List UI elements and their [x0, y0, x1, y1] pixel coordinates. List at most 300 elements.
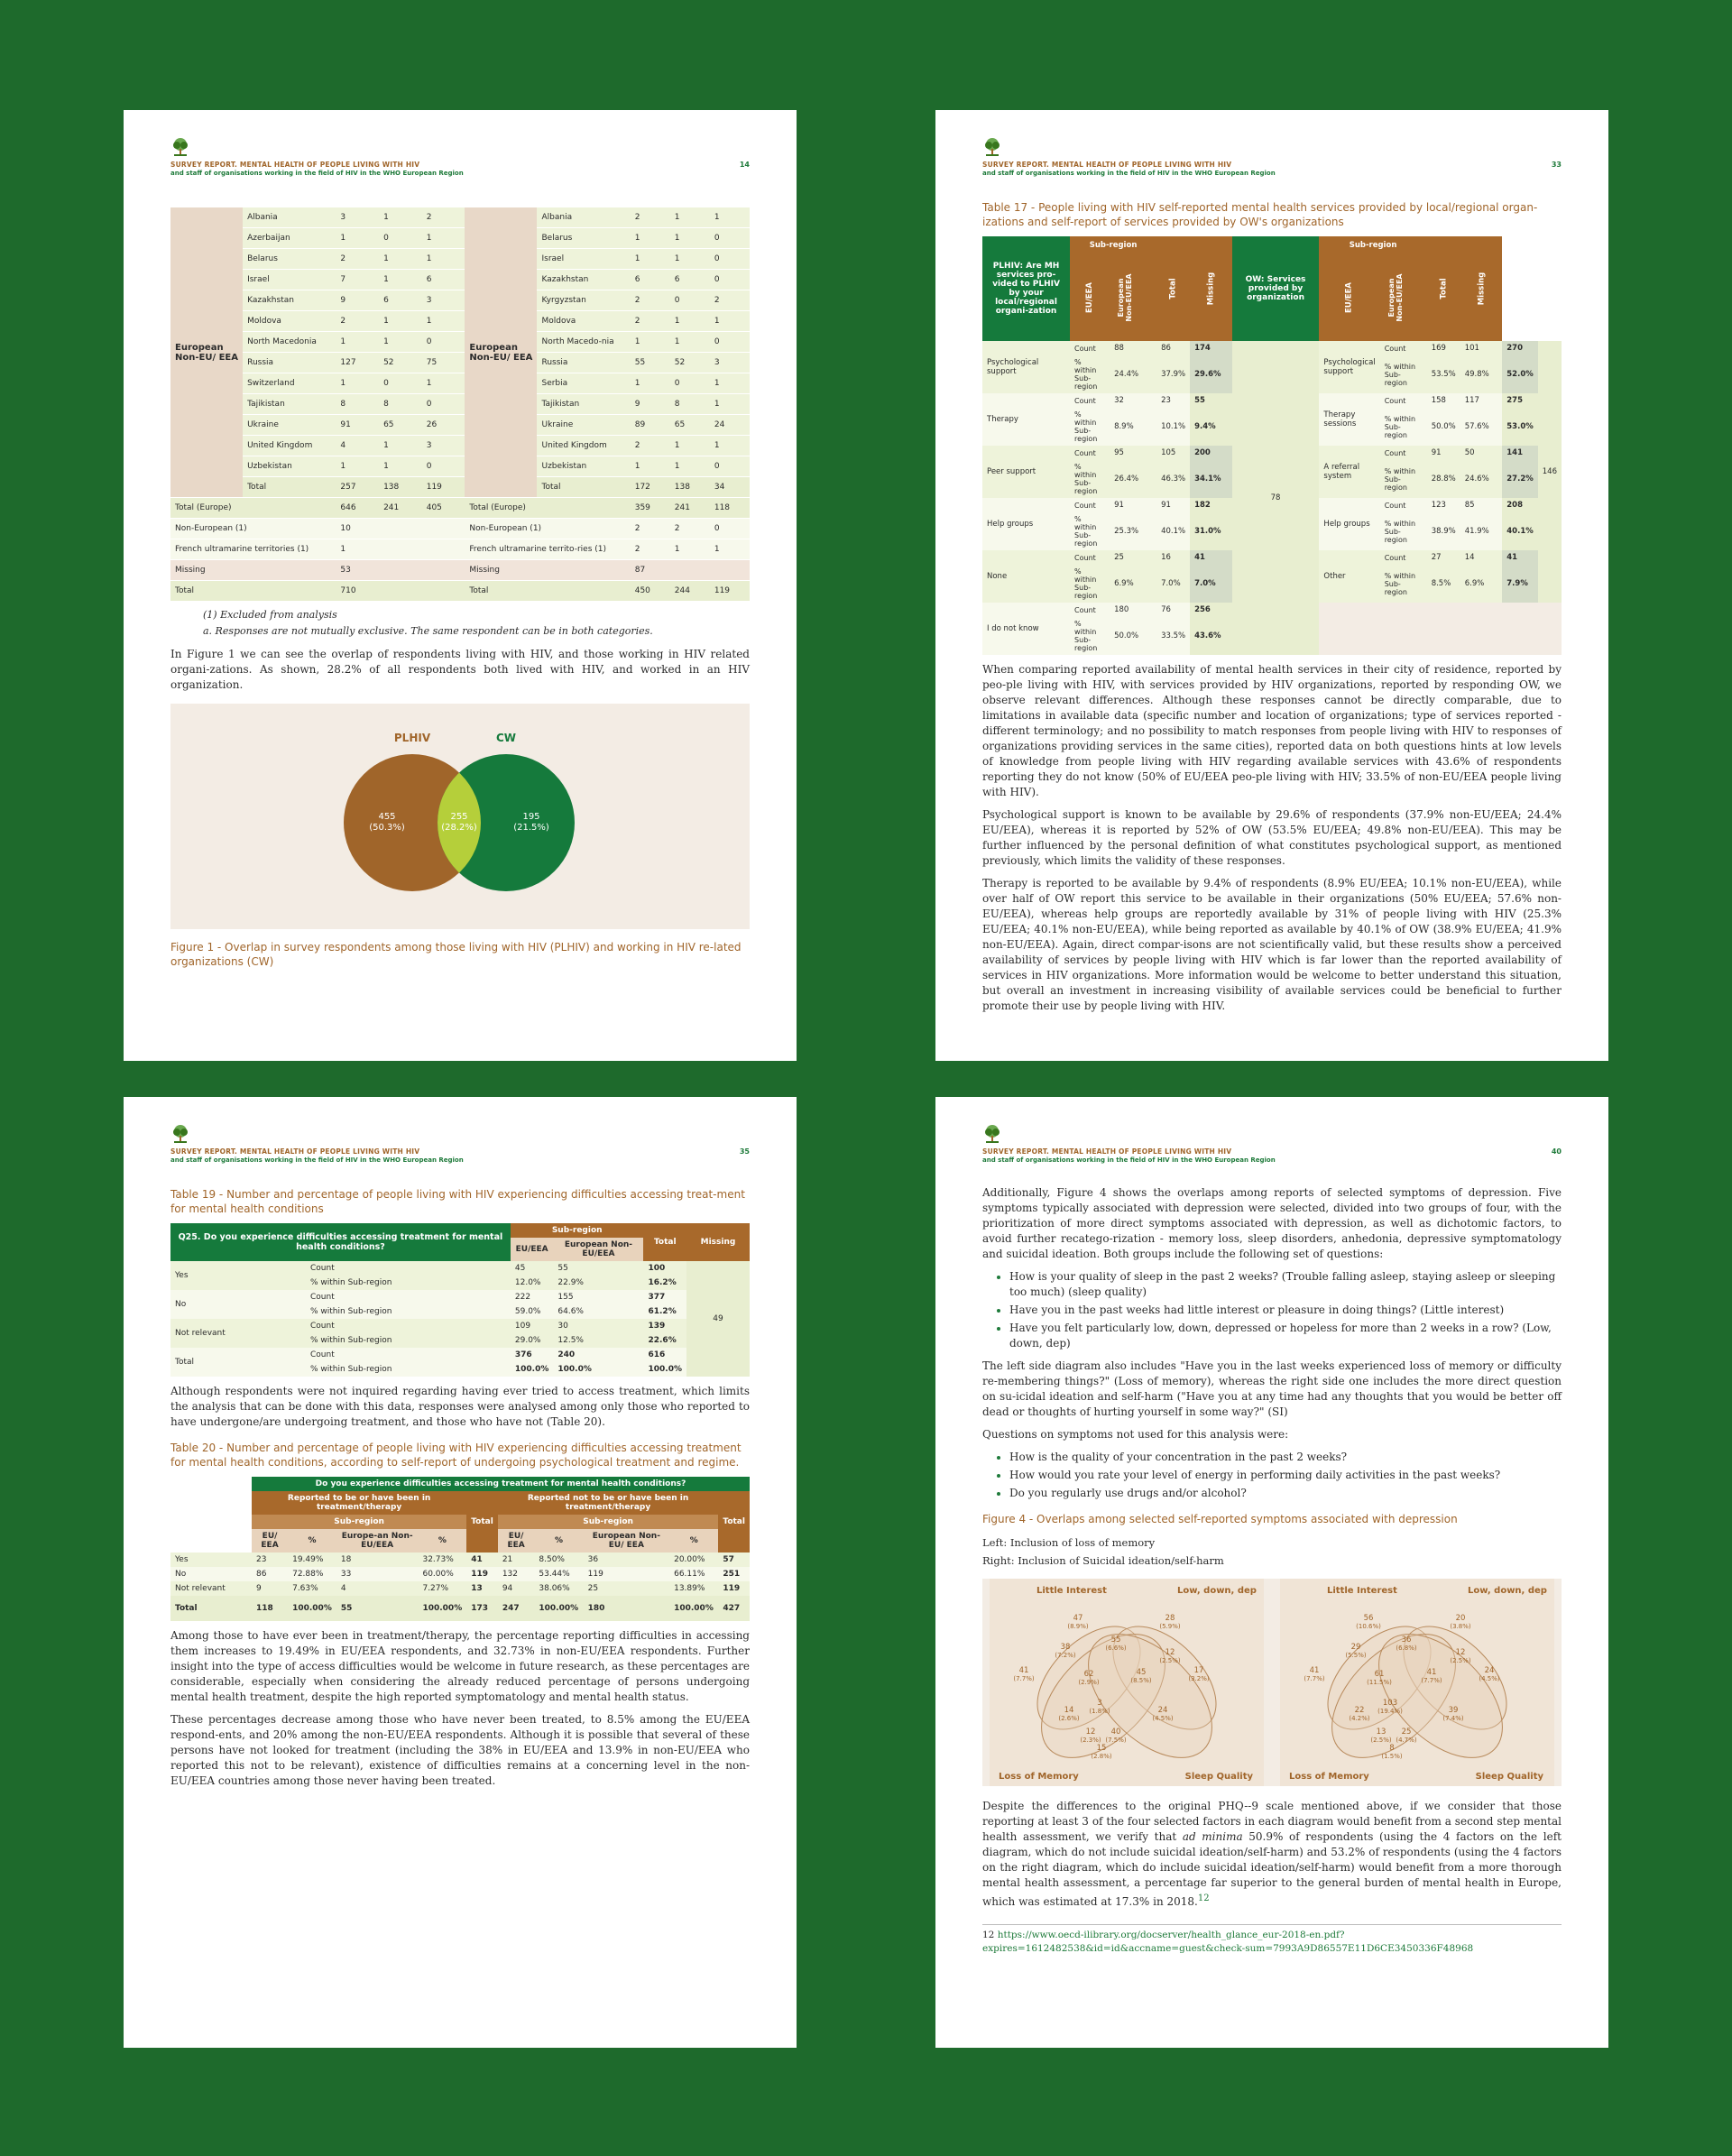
table-cell: Count: [306, 1348, 511, 1362]
t17-missing-left: Missing: [1190, 236, 1232, 341]
table-cell: 4: [336, 1581, 419, 1596]
table-cell: 0: [670, 373, 710, 394]
table-cell: 123: [1427, 498, 1460, 512]
table-cell: 1: [422, 228, 465, 249]
table-cell: 222: [511, 1290, 554, 1304]
t19-sub-region: Sub-region: [511, 1223, 644, 1238]
venn4-value: 61: [1374, 1670, 1385, 1679]
table-cell: 0: [710, 519, 750, 539]
venn4-value: 17: [1193, 1666, 1204, 1675]
venn4-value: 15: [1096, 1744, 1107, 1753]
table-cell: % within Sub-region: [1380, 408, 1427, 446]
table-cell: 6: [631, 270, 670, 290]
venn4-value: 13: [1376, 1728, 1387, 1737]
venn4-value: 62: [1083, 1670, 1094, 1679]
table-cell: Count: [1070, 603, 1110, 617]
table-cell: 13.89%: [669, 1581, 718, 1596]
t17-missing-right: Missing: [1460, 236, 1503, 341]
venn4-pct: (2.8%): [1091, 1753, 1112, 1760]
table-cell: Count: [1070, 341, 1110, 355]
table-cell: 1: [379, 311, 422, 332]
table-cell: 22.6%: [643, 1333, 686, 1348]
table-cell: 32.73%: [418, 1553, 466, 1567]
table-cell: 91: [1427, 446, 1460, 460]
table-cell: [422, 581, 465, 602]
table-cell: Not relevant: [170, 1581, 252, 1596]
table-cell: 6.9%: [1460, 565, 1503, 603]
table-cell: 119: [584, 1567, 669, 1581]
venn4-label: Little Interest: [1327, 1586, 1397, 1596]
table-cell: 1: [670, 249, 710, 270]
table-cell: Total (Europe): [170, 498, 336, 519]
venn4-value: 39: [1448, 1706, 1459, 1715]
table-cell: Tajikistan: [243, 394, 336, 415]
venn4-value: 47: [1073, 1614, 1083, 1623]
p3-para3: These percentages decrease among those who have never been treated, to 8.5% among the EU/EEA respond-ents, and 20% among the non-EU/EEA respondents. Although it is possible that several of these persons have not looked for treatment (including the 38% in EU/EEA and 13.9% in non-EU/EEA who reported this not to be relevant), existence of difficulties remains at a concerning level in the non-EU/EEA countries among those never having been treated.: [170, 1713, 750, 1787]
table-cell: 86: [252, 1567, 288, 1581]
table-row: [170, 311, 750, 332]
table-cell: [710, 560, 750, 581]
table-cell: Israel: [537, 249, 630, 270]
p2-para3: Therapy is reported to be available by 9.4% of respondents (8.9% EU/EEA; 10.1% non-EU/EEA), while over half of OW report this service to be available in their organizations (50% EU/EEA; 57.6% non-EU/EEA), whereas help groups are reportedly available by 31% of people living with HIV (25.3% EU/EEA; 40.1% non-EU/EEA), while being reported as available by 40.1% of OW (38.9% EU/EEA; 41.9% non-EU/EEA). Again, direct compar-isons are not scientifically valid, but these results show a perceived availability of services by people living with HIV which is far lower than the reported availability of services in HIV organizations. More information would be welcome to better understand this situation, but overall an investment in increasing visibility of available services could be beneficial to further promote their use by people living with HIV.: [982, 877, 1562, 1012]
table-cell: 22.9%: [553, 1276, 643, 1290]
table-cell: 33.5%: [1156, 617, 1190, 655]
table17: [982, 236, 1562, 655]
table-cell: 52.0%: [1502, 355, 1538, 393]
list-item: • How would you rate your level of energy in performing daily activities in the past weeks?: [1009, 1468, 1562, 1483]
table-cell: 1: [670, 228, 710, 249]
table-cell: 119: [710, 581, 750, 602]
table-cell: 9.4%: [1190, 408, 1232, 446]
table-cell: 174: [1190, 341, 1232, 355]
page-40: [935, 1097, 1608, 2048]
page-number: 33: [1551, 161, 1562, 169]
table-cell: Albania: [537, 207, 630, 228]
t17-sub-region-right: Sub-region: [1319, 236, 1426, 254]
venn4-value: 24: [1484, 1666, 1495, 1675]
country-table: [170, 207, 750, 602]
table-cell: 60.00%: [418, 1567, 466, 1581]
table-cell: 13: [466, 1581, 498, 1596]
table-cell: 119: [466, 1567, 498, 1581]
table-cell: % within Sub-region: [306, 1362, 511, 1377]
table-cell: 32: [1110, 393, 1156, 408]
table-cell: Uzbekistan: [243, 456, 336, 477]
table-cell: 64.6%: [553, 1304, 643, 1319]
table-cell: Total: [465, 581, 630, 602]
table-cell: 1: [710, 373, 750, 394]
table-cell: 50.0%: [1110, 617, 1156, 655]
venn4-value: 20: [1455, 1614, 1466, 1623]
table-cell: 105: [1156, 446, 1190, 460]
table-cell: 138: [670, 477, 710, 498]
table-cell: 1: [710, 436, 750, 456]
list-item: • How is your quality of sleep in the past 2 weeks? (Trouble falling asleep, staying asleep or sleeping too much) (sleep quality): [1009, 1269, 1562, 1300]
table-cell: 55: [553, 1261, 643, 1276]
table-cell: % within Sub-region: [1070, 408, 1110, 446]
table-cell: Russia: [243, 353, 336, 373]
note-excluded: (1) Excluded from analysis: [203, 609, 337, 621]
table-cell: Switzerland: [243, 373, 336, 394]
table-cell: 2: [422, 207, 465, 228]
table-cell: % within Sub-region: [1380, 565, 1427, 603]
venn4-value: 3: [1097, 1699, 1102, 1708]
table-cell: Count: [1380, 446, 1427, 460]
table-row: [170, 581, 750, 602]
table-cell: 257: [336, 477, 379, 498]
header-subtitle: and staff of organisations working in the field of HIV in the WHO European Region: [982, 1156, 1276, 1164]
table-row: [170, 539, 750, 560]
table-cell: 31.0%: [1190, 512, 1232, 550]
table-cell: 29.0%: [511, 1333, 554, 1348]
table-cell: 244: [670, 581, 710, 602]
table-cell: 50.0%: [1427, 408, 1460, 446]
left-inclusion: Left: Inclusion of loss of memory: [982, 1536, 1156, 1549]
table-cell: 1: [336, 332, 379, 353]
table-cell: Missing: [465, 560, 630, 581]
venn4-pct: (1.8%): [1089, 1708, 1110, 1715]
table-cell: French ultramarine territories (1): [170, 539, 336, 560]
table-cell: 100: [643, 1261, 686, 1276]
table-cell: 1: [631, 373, 670, 394]
table-cell: 710: [336, 581, 379, 602]
table-cell: % within Sub-region: [1380, 355, 1427, 393]
table-cell: Count: [1380, 550, 1427, 565]
table-row: [170, 207, 750, 228]
t17-left-head: PLHIV: Are MH services pro-vided to PLHIV by your local/regional organi-zation: [982, 236, 1070, 341]
table-cell: 2: [631, 311, 670, 332]
venn4-left: [990, 1579, 1264, 1786]
table-cell: 141: [1502, 446, 1538, 460]
table-cell: 76: [1156, 603, 1190, 617]
footnote-link[interactable]: https://www.oecd-ilibrary.org/docserver/health_glance_eur-2018-en.pdf?expires=1612482538&id=id&accname=guest&check-sum=7993A9D86557E11D6CE3450336F48968: [982, 1930, 1474, 1954]
table-cell: 2: [631, 519, 670, 539]
table-cell: % within Sub-region: [306, 1276, 511, 1290]
page-header: [170, 1124, 750, 1169]
table-cell: 7.27%: [418, 1581, 466, 1596]
table-row: [170, 249, 750, 270]
table17-caption: Table 17 - People living with HIV self-reported mental health services provided by local/regional organ-izations and self-report of services provided by OW's organizations: [982, 201, 1538, 228]
table-cell: Ukraine: [537, 415, 630, 436]
table-cell: 0: [670, 290, 710, 311]
table-cell: 100.0%: [643, 1362, 686, 1377]
t17-sub-region-left: Sub-region: [1070, 236, 1156, 254]
table-row: [170, 560, 750, 581]
table-cell: 8: [336, 394, 379, 415]
table-cell: 40.1%: [1502, 512, 1538, 550]
venn4-label: Little Interest: [1036, 1586, 1107, 1596]
table-cell: No: [170, 1290, 306, 1319]
table-cell: 173: [466, 1596, 498, 1621]
table-cell: 376: [511, 1348, 554, 1362]
table-cell: 2: [670, 519, 710, 539]
table-cell: 8.9%: [1110, 408, 1156, 446]
t20-pct-l1: %: [288, 1529, 336, 1553]
table-cell: 7.63%: [288, 1581, 336, 1596]
table-cell: European Non-EU/ EEA: [170, 207, 243, 498]
t17-row-label: I do not know: [982, 603, 1070, 655]
venn4-value: 41: [1426, 1668, 1437, 1677]
venn4-pct: (4.2%): [1349, 1715, 1370, 1722]
table-cell: 86: [1156, 341, 1190, 355]
table-row: [170, 373, 750, 394]
note-mutually-exclusive: a. Responses are not mutually exclusive. The same respondent can be in both categories.: [203, 625, 653, 637]
p4-para3: Questions on symptoms not used for this analysis were:: [982, 1428, 1289, 1441]
page-number: 14: [739, 161, 750, 169]
venn4-label: Low, down, dep: [1468, 1586, 1547, 1596]
venn4-pct: (7.7%): [1421, 1677, 1442, 1684]
table-cell: 450: [631, 581, 670, 602]
venn4-value: 14: [1064, 1706, 1074, 1715]
venn4-label: Sleep Quality: [1184, 1772, 1253, 1782]
list-item: • How is the quality of your concentration in the past 2 weeks?: [1009, 1450, 1562, 1465]
table-cell: 100.00%: [418, 1596, 466, 1621]
table-cell: 55: [1190, 393, 1232, 408]
table-row: [170, 1581, 750, 1596]
table-cell: 75: [422, 353, 465, 373]
table-cell: 138: [379, 477, 422, 498]
venn4-pct: (7.7%): [1013, 1675, 1035, 1682]
table-cell: 180: [584, 1596, 669, 1621]
header-title: SURVEY REPORT. MENTAL HEALTH OF PEOPLE LIVING WITH HIV: [982, 161, 1232, 169]
table-cell: 270: [1502, 341, 1538, 355]
t20-right-head: Reported not to be or have been in treatment/therapy: [498, 1491, 719, 1515]
table-cell: 1: [379, 207, 422, 228]
t17-row-label: Psychological support: [982, 341, 1070, 393]
table-row: [170, 1290, 750, 1304]
table-cell: 24.4%: [1110, 355, 1156, 393]
venn4-pct: (8.5%): [1130, 1677, 1152, 1684]
table-cell: Count: [306, 1319, 511, 1333]
table-cell: [422, 519, 465, 539]
table-cell: 7.0%: [1156, 565, 1190, 603]
table-cell: 1: [710, 207, 750, 228]
table-cell: 118: [252, 1596, 288, 1621]
table-cell: 6.9%: [1110, 565, 1156, 603]
header-title: SURVEY REPORT. MENTAL HEALTH OF PEOPLE LIVING WITH HIV: [170, 1147, 420, 1156]
table-cell: 26.4%: [1110, 460, 1156, 498]
table-cell: Count: [1380, 498, 1427, 512]
venn4-value: 40: [1110, 1728, 1121, 1737]
table-cell: [422, 539, 465, 560]
table-cell: 251: [718, 1567, 750, 1581]
table-cell: Uzbekistan: [537, 456, 630, 477]
table20-caption: Table 20 - Number and percentage of people living with HIV experiencing difficulties accessing treatment for mental health conditions, according to self-report of undergoing psychological treatment and regime.: [170, 1442, 742, 1469]
table-cell: French ultramarine territo-ries (1): [465, 539, 630, 560]
venn4-value: 12: [1455, 1648, 1466, 1657]
table-cell: 10.1%: [1156, 408, 1190, 446]
t19-eu: EU/EEA: [511, 1238, 554, 1261]
table-cell: 3: [710, 353, 750, 373]
table-cell: [379, 519, 422, 539]
table-cell: 0: [710, 456, 750, 477]
page-14: [124, 110, 797, 1061]
table-cell: 427: [718, 1596, 750, 1621]
venn4-value: 8: [1389, 1744, 1395, 1753]
table-row: [170, 1567, 750, 1581]
table-cell: North Macedo-nia: [537, 332, 630, 353]
venn4-value: 41: [1309, 1666, 1320, 1675]
table-cell: 91: [1156, 498, 1190, 512]
table-row: [170, 1348, 750, 1362]
table-cell: % within Sub-region: [1070, 617, 1110, 655]
page-header: [982, 137, 1562, 182]
figure1-intro: In Figure 1 we can see the overlap of respondents living with HIV, and those working in HIV related organi-zations. As shown, 28.2% of all respondents both lived with HIV, and worked in an HIV organization.: [170, 648, 750, 691]
table-cell: Non-European (1): [170, 519, 336, 539]
table-cell: United Kingdom: [243, 436, 336, 456]
table-cell: 53.0%: [1502, 408, 1538, 446]
table-cell: 1: [336, 539, 379, 560]
table-cell: 139: [643, 1319, 686, 1333]
table-cell: 200: [1190, 446, 1232, 460]
venn4-value: 45: [1136, 1668, 1147, 1677]
table-row: [170, 415, 750, 436]
venn-left-pct: (50.3%): [369, 823, 405, 833]
t17-eu-left: EU/EEA: [1070, 254, 1110, 341]
table-cell: 132: [498, 1567, 535, 1581]
table-cell: 9: [252, 1581, 288, 1596]
table-cell: 25.3%: [1110, 512, 1156, 550]
table-cell: Total: [537, 477, 630, 498]
table-cell: 9: [631, 394, 670, 415]
table-cell: Moldova: [537, 311, 630, 332]
venn4-label: Loss of Memory: [1289, 1772, 1369, 1782]
table-cell: 1: [422, 311, 465, 332]
table-cell: Yes: [170, 1261, 306, 1290]
table-cell: 2: [336, 311, 379, 332]
table-cell: 182: [1190, 498, 1232, 512]
table-cell: 16.2%: [643, 1276, 686, 1290]
table-row: [170, 1553, 750, 1567]
table-cell: Total: [170, 1348, 306, 1377]
venn-label-plhiv: PLHIV: [393, 732, 431, 744]
table-row: [170, 498, 750, 519]
venn-label-cw: CW: [495, 732, 517, 744]
t20-pct-r2: %: [669, 1529, 718, 1553]
table-cell: 25: [584, 1581, 669, 1596]
p4-para1: Additionally, Figure 4 shows the overlaps among reports of selected symptoms of depression. Five symptoms typically associated with depression were selected, divided into two groups of four, with the prioritization of more direct symptoms associated with depression, as well as dichotomic factors, to avoid further recatego-rization - memory loss, sleep disorders, anhedonia, depressive symptomatology and suicidal ideation. Both groups include the following set of questions:: [982, 1186, 1562, 1260]
table-cell: 2: [631, 207, 670, 228]
table-cell: 359: [631, 498, 670, 519]
table-cell: 88: [1110, 341, 1156, 355]
table-cell: Total: [170, 581, 336, 602]
table-cell: 1: [670, 311, 710, 332]
venn4-value: 24: [1157, 1706, 1168, 1715]
t20-eu-l: EU/ EEA: [252, 1529, 288, 1553]
table-cell: 37.9%: [1156, 355, 1190, 393]
table-cell: 127: [336, 353, 379, 373]
table-cell: 7: [336, 270, 379, 290]
t20-noneu-l: Europe-an Non-EU/EEA: [336, 1529, 419, 1553]
table-cell: Azerbaijan: [243, 228, 336, 249]
table-cell: Serbia: [537, 373, 630, 394]
table-cell: 66.11%: [669, 1567, 718, 1581]
table-cell: 169: [1427, 341, 1460, 355]
table-cell: 87: [631, 560, 670, 581]
table-cell: 0: [710, 228, 750, 249]
table-cell: 100.0%: [553, 1362, 643, 1377]
table-cell: 1: [379, 332, 422, 353]
table-cell: 16: [1156, 550, 1190, 565]
table-cell: [379, 539, 422, 560]
table-cell: Not relevant: [170, 1319, 306, 1348]
table-cell: 41: [466, 1553, 498, 1567]
venn4-value: 103: [1382, 1699, 1398, 1708]
venn4-pct: (6.6%): [1105, 1645, 1127, 1652]
table-cell: 1: [670, 332, 710, 353]
tree-logo-icon: [170, 137, 190, 157]
table-cell: 3: [422, 436, 465, 456]
table-cell: 1: [379, 270, 422, 290]
venn4-pct: (19.4%): [1377, 1708, 1403, 1715]
table-cell: 3: [336, 207, 379, 228]
venn4-label: Loss of Memory: [999, 1772, 1079, 1782]
table-cell: 1: [631, 228, 670, 249]
venn4-value: 36: [1401, 1635, 1412, 1645]
table-row: [170, 332, 750, 353]
table-cell: Yes: [170, 1553, 252, 1567]
page-33: [935, 110, 1608, 1061]
table-cell: 57.6%: [1460, 408, 1503, 446]
table-cell: 119: [422, 477, 465, 498]
table-cell: Ukraine: [243, 415, 336, 436]
table-cell: 646: [336, 498, 379, 519]
table-cell: 1: [670, 207, 710, 228]
table-cell: 0: [422, 456, 465, 477]
table-cell: North Macedonia: [243, 332, 336, 353]
venn4-value: 56: [1363, 1614, 1374, 1623]
table-cell: 100.0%: [511, 1362, 554, 1377]
table-cell: Count: [306, 1290, 511, 1304]
venn4-pct: (7.5%): [1105, 1737, 1127, 1744]
table-cell: 1: [379, 456, 422, 477]
t17-right-missing-value: 146: [1538, 341, 1562, 603]
figure4-caption: Figure 4 - Overlaps among selected self-reported symptoms associated with depression: [982, 1513, 1458, 1525]
table-cell: 377: [643, 1290, 686, 1304]
header-title: SURVEY REPORT. MENTAL HEALTH OF PEOPLE LIVING WITH HIV: [170, 161, 420, 169]
table-cell: 1: [379, 436, 422, 456]
table-cell: 23: [252, 1553, 288, 1567]
table-cell: Count: [1380, 393, 1427, 408]
table-cell: % within Sub-region: [1070, 565, 1110, 603]
table-cell: % within Sub-region: [306, 1304, 511, 1319]
t17-row-label: A referral system: [1319, 446, 1379, 498]
venn4-pct: (11.5%): [1367, 1679, 1392, 1686]
t17-right-head: OW: Services provided by organization: [1232, 236, 1320, 341]
venn4-pct: (3.8%): [1450, 1623, 1471, 1630]
table-cell: 23: [1156, 393, 1190, 408]
table-cell: 28.8%: [1427, 460, 1460, 498]
figure4-venns: [982, 1579, 1562, 1786]
table-cell: 155: [553, 1290, 643, 1304]
table-cell: 109: [511, 1319, 554, 1333]
table-cell: 2: [631, 539, 670, 560]
list-item: • Have you felt particularly low, down, depressed or hopeless for more than 2 weeks in a row? (Low, down, dep): [1009, 1321, 1562, 1351]
t19-question: Q25. Do you experience difficulties accessing treatment for mental health conditions?: [170, 1223, 511, 1261]
table-cell: 25: [1110, 550, 1156, 565]
table-cell: 55: [336, 1596, 419, 1621]
table-cell: 119: [718, 1581, 750, 1596]
table-cell: 24.6%: [1460, 460, 1503, 498]
venn4-pct: (2.9%): [1078, 1679, 1100, 1686]
venn4-pct: (2.5%): [1450, 1657, 1471, 1664]
table-row: [170, 456, 750, 477]
venn4-value: 22: [1354, 1706, 1365, 1715]
t19-noneu: European Non-EU/EEA: [553, 1238, 643, 1261]
table-cell: 0: [710, 332, 750, 353]
question-list: [982, 1269, 1562, 1351]
p2-para1: When comparing reported availability of mental health services in their city of residence, reported by peo-ple living with HIV, with services provided by HIV organizations, reported by responding OW, we observe relevant differences. Although these responses cannot be directly comparable, due to limitations in available data (specific number and location of organizations; type of services reported - different terminology; and no possibility to match responses from people living with HIV to responses of organizations providing services in the same cities), reported data on both questions hints at low levels of knowledge from people living with HIV regarding available services with 43.6% of respondents reporting they do not know (50% of EU/EEA peo-ple living with HIV; 33.5% of non-EU/EEA people living with HIV).: [982, 663, 1562, 798]
